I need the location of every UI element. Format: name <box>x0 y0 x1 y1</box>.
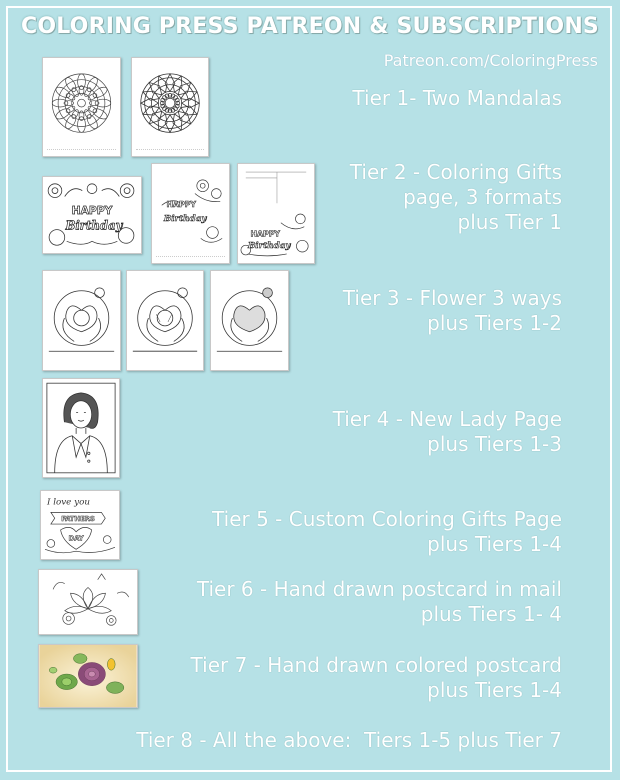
tier-6-line-1: Tier 6 - Hand drawn postcard in mail <box>196 577 562 601</box>
flower-1-art <box>43 271 120 370</box>
tier-8-line-1: Tier 8 - All the above: Tiers 1-5 plus Tier 7 <box>136 728 562 752</box>
flower-page-3 <box>210 270 289 371</box>
tier-4-line-2: plus Tiers 1-3 <box>427 432 562 456</box>
birthday-script-text-2: Birthday <box>163 213 207 224</box>
tier-4-text <box>333 407 562 457</box>
flower-2-art <box>127 271 203 370</box>
mandala-page-1 <box>42 57 121 157</box>
poster-title: COLORING PRESS PATREON & SUBSCRIPTIONS <box>21 14 599 39</box>
tier-5-line-2: plus Tiers 1-4 <box>427 532 562 556</box>
tier-7-line-2: plus Tiers 1-4 <box>427 678 562 702</box>
tier-1-line-1: Tier 1- Two Mandalas <box>352 86 562 110</box>
mandala-page-2 <box>131 57 209 157</box>
fathers-day-page <box>40 490 120 560</box>
fathers-word: FATHERS <box>61 515 95 524</box>
day-word: DAY <box>68 534 84 543</box>
page-footer-line <box>136 149 204 153</box>
birthday-landscape-art <box>43 177 141 253</box>
postcard-sketch <box>38 569 138 635</box>
page-footer-line <box>156 256 225 260</box>
lady-art <box>43 379 119 477</box>
lady-page <box>42 378 120 478</box>
page-footer-line <box>47 149 116 153</box>
tier-1-text <box>352 86 562 111</box>
postcard-colored <box>38 644 138 708</box>
tier-3-line-2: plus Tiers 1-2 <box>427 311 562 335</box>
birthday-happy-text-2: HAPPY <box>166 200 197 210</box>
flower-page-2 <box>126 270 204 371</box>
fathers-love-text: I love you <box>46 497 90 508</box>
tier-7-text <box>191 653 562 703</box>
tier-5-text <box>212 507 562 557</box>
succulent-sketch-art <box>39 570 137 634</box>
birthday-page-card <box>237 163 315 264</box>
flower-page-1 <box>42 270 121 371</box>
mandala-2-art <box>132 58 208 156</box>
mandala-1-art <box>43 58 120 156</box>
flower-3-art <box>211 271 288 370</box>
birthday-happy-text: HAPPY <box>71 204 113 218</box>
birthday-script-text-3: Birthday <box>247 241 291 252</box>
birthday-card-art <box>238 164 314 263</box>
tier-3-line-1: Tier 3 - Flower 3 ways <box>342 286 562 310</box>
tier-3-text <box>343 286 562 336</box>
tier-6-text <box>197 577 562 627</box>
birthday-script-text: Birthday <box>65 218 123 233</box>
birthday-happy-text-3: HAPPY <box>250 229 281 239</box>
fathers-day-art <box>41 491 119 559</box>
succulent-colored-art <box>39 645 137 707</box>
tier-2-line-3: plus Tier 1 <box>457 210 562 234</box>
tier-8-text <box>136 728 562 753</box>
birthday-page-square <box>151 163 230 264</box>
tier-4-line-1: Tier 4 - New Lady Page <box>332 407 562 431</box>
birthday-square-art <box>152 164 229 263</box>
tier-2-text <box>350 160 562 235</box>
tier-2-line-2: page, 3 formats <box>403 185 562 209</box>
birthday-page-landscape <box>42 176 142 254</box>
patreon-url: Patreon.com/ColoringPress <box>383 51 598 70</box>
tier-7-line-1: Tier 7 - Hand drawn colored postcard <box>190 653 562 677</box>
tier-6-line-2: plus Tiers 1- 4 <box>420 602 562 626</box>
tier-2-line-1: Tier 2 - Coloring Gifts <box>349 160 562 184</box>
tier-5-line-1: Tier 5 - Custom Coloring Gifts Page <box>212 507 562 531</box>
